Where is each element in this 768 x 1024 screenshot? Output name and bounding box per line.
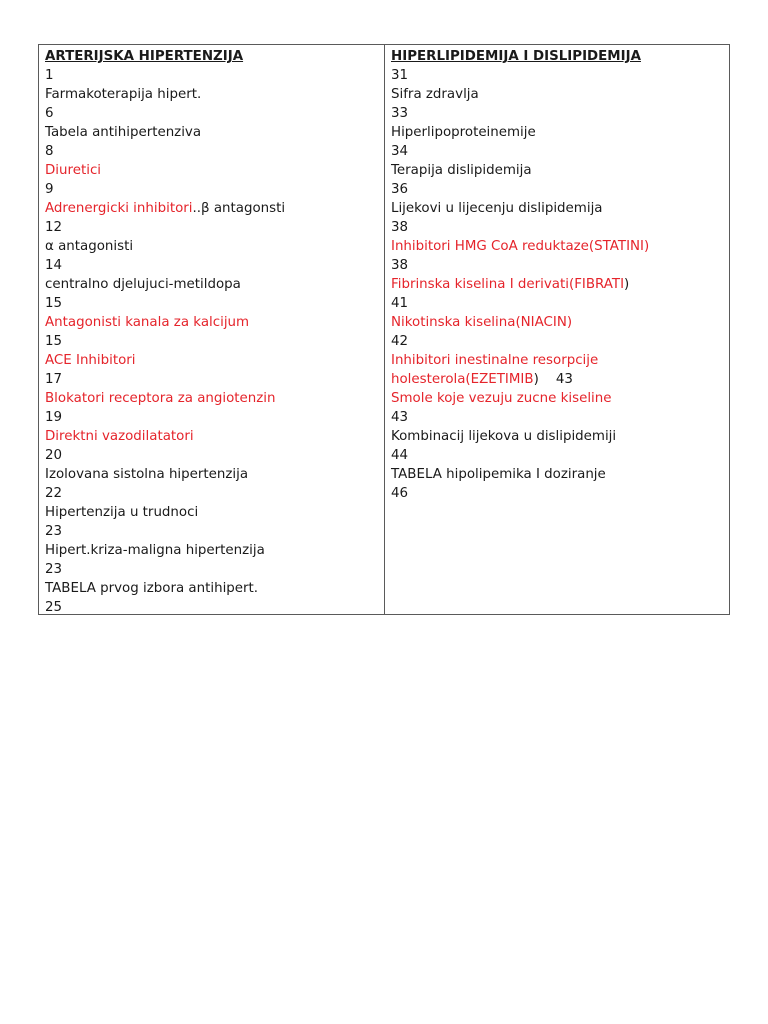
entry-title: Lijekovi u lijecenju dislipidemija	[391, 201, 603, 216]
entry-title: TABELA prvog izbora antihipert.	[45, 581, 259, 596]
page-number: 36	[391, 182, 409, 197]
entry-title-highlighted: Adrenergicki inhibitori	[45, 201, 193, 216]
page-number: 9	[45, 182, 54, 197]
page-number: 43	[391, 410, 409, 425]
page-number: 23	[45, 524, 63, 539]
entry-title: α antagonisti	[45, 239, 134, 254]
entry-title: Terapija dislipidemija	[391, 163, 532, 178]
table-of-contents	[38, 44, 730, 615]
entry-title: Farmakoterapija hipert.	[45, 87, 202, 102]
page-number: 44	[391, 448, 409, 463]
entry-title-highlighted: holesterola(EZETIMIB	[391, 372, 534, 387]
page-number: 12	[45, 220, 63, 235]
page-number: 46	[391, 486, 409, 501]
entry-title: Hipert.kriza-maligna hipertenzija	[45, 543, 265, 558]
page-number: 22	[45, 486, 63, 501]
entry-title-highlighted: Diuretici	[45, 163, 102, 178]
entry-title: Hipertenzija u trudnoci	[45, 505, 199, 520]
entry-title-highlighted: Nikotinska kiselina(NIACIN)	[391, 315, 573, 330]
entry-title-highlighted: Antagonisti kanala za kalcijum	[45, 315, 250, 330]
page-number: 17	[45, 372, 63, 387]
entry-title: Sifra zdravlja	[391, 87, 479, 102]
column-heading: ARTERIJSKA HIPERTENZIJA	[45, 49, 244, 64]
page-number: 31	[391, 68, 409, 83]
entry-row	[391, 275, 729, 294]
page-number: 6	[45, 106, 54, 121]
page-number: 14	[45, 258, 63, 273]
entry-title-highlighted: Inhibitori HMG CoA reduktaze(STATINI)	[391, 239, 650, 254]
page-number: 1	[45, 68, 54, 83]
entry-title-suffix: ) 43	[533, 372, 573, 387]
page-number: 33	[391, 106, 409, 121]
entry-title-highlighted: ACE Inhibitori	[45, 353, 136, 368]
column-heading: HIPERLIPIDEMIJA I DISLIPIDEMIJA	[391, 49, 641, 64]
entry-title-highlighted: Direktni vazodilatatori	[45, 429, 194, 444]
page-number: 23	[45, 562, 63, 577]
entry-title: TABELA hipolipemika I doziranje	[391, 467, 606, 482]
entry-row	[391, 370, 729, 389]
page-number: 19	[45, 410, 63, 425]
page-number: 38	[391, 258, 409, 273]
entry-title: Kombinacij lijekova u dislipidemiji	[391, 429, 617, 444]
entry-title-suffix: ..β antagonsti	[192, 201, 286, 216]
page-number: 15	[45, 296, 63, 311]
entry-title: Hiperlipoproteinemije	[391, 125, 536, 140]
page-number: 8	[45, 144, 54, 159]
page-number: 41	[391, 296, 409, 311]
page-number: 38	[391, 220, 409, 235]
page-number: 25	[45, 600, 63, 615]
page-number: 15	[45, 334, 63, 349]
entry-title-suffix: )	[624, 277, 630, 292]
entry-title-highlighted: Smole koje vezuju zucne kiseline	[391, 391, 612, 406]
hyperlipidemia-column	[385, 45, 729, 614]
entry-title-highlighted: Fibrinska kiselina I derivati(FIBRATI	[391, 277, 625, 292]
page-number: 34	[391, 144, 409, 159]
entry-title-highlighted: Inhibitori inestinalne resorpcije	[391, 353, 599, 368]
entry-title: centralno djelujuci-metildopa	[45, 277, 241, 292]
page-number: 42	[391, 334, 409, 349]
entry-title-highlighted: Blokatori receptora za angiotenzin	[45, 391, 276, 406]
entry-title: Tabela antihipertenziva	[45, 125, 202, 140]
entry-title: Izolovana sistolna hipertenzija	[45, 467, 249, 482]
page-number: 20	[45, 448, 63, 463]
entry-row	[45, 199, 384, 218]
hypertension-column	[39, 45, 385, 614]
